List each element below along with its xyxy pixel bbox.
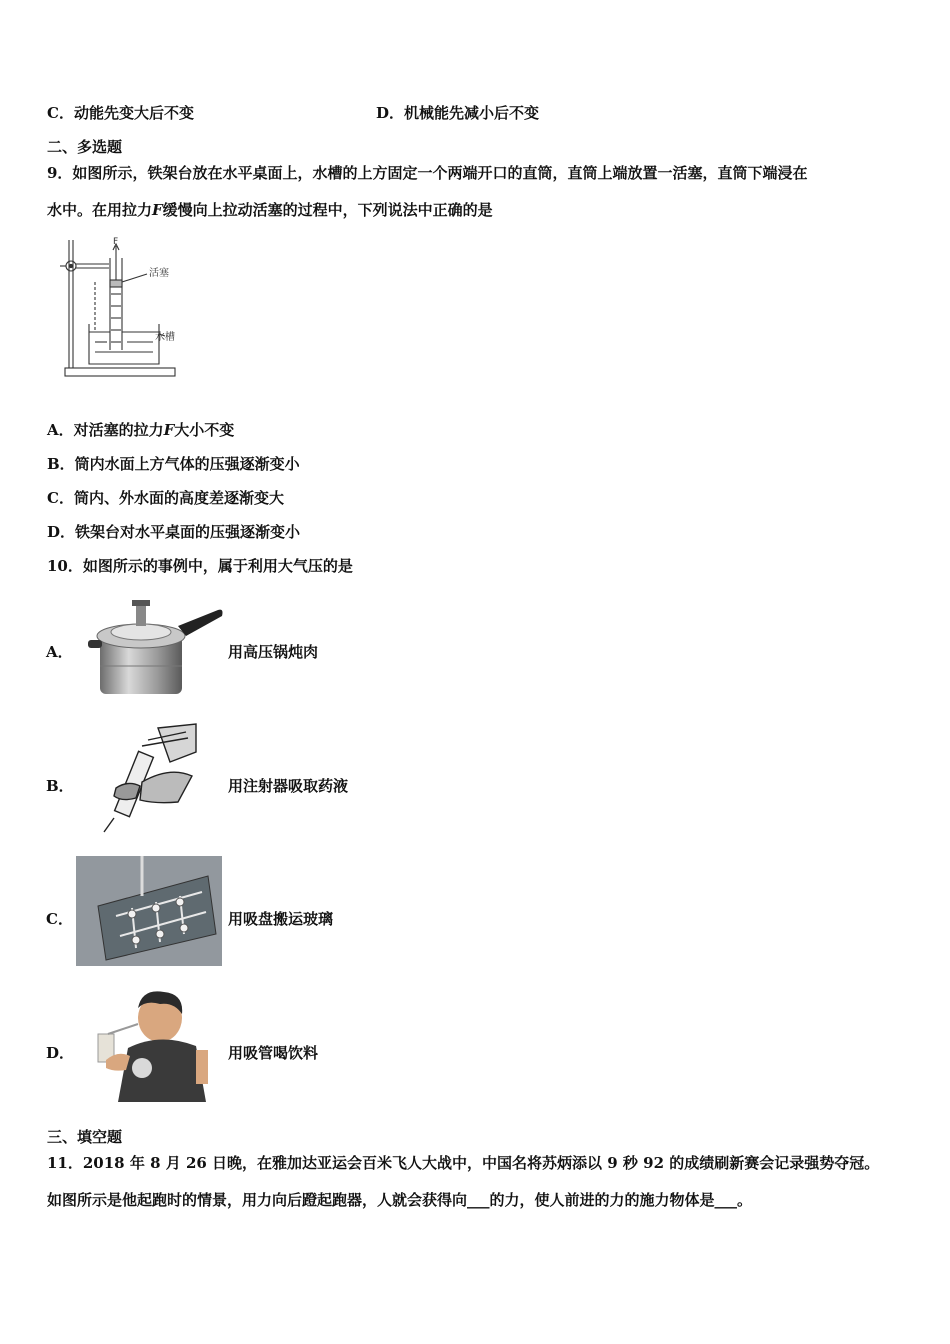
- question-9-text-b: 缓慢向上拉动活塞的过程中，下列说法中正确的是: [162, 201, 493, 219]
- suction-cup-image: [76, 856, 222, 966]
- q10-option-b-caption: 用注射器吸取药液: [228, 777, 349, 795]
- question-10-stem: 10．如图所示的事例中，属于利用大气压的是: [47, 557, 353, 575]
- question-9-text-a: 水中。在用拉力: [47, 201, 153, 219]
- q10-option-c-letter: C．: [46, 910, 73, 928]
- q9-option-a-text-a: A．对活塞的拉力: [47, 421, 164, 439]
- option-d: D．机械能先减小后不变: [376, 104, 540, 122]
- question-9-line2: [47, 199, 493, 220]
- q10-option-a-caption: 用高压锅炖肉: [228, 643, 319, 661]
- syringe-image: [92, 722, 202, 834]
- q9-option-d: D．铁架台对水平桌面的压强逐渐变小: [47, 523, 301, 541]
- q9-option-c: C．筒内、外水面的高度差逐渐变大: [47, 489, 284, 507]
- q9-option-a-force: F: [163, 421, 175, 439]
- pressure-cooker-image: [86, 596, 226, 701]
- force-symbol: F: [152, 201, 163, 219]
- q9-option-b: B．筒内水面上方气体的压强逐渐变小: [47, 455, 300, 473]
- question-11-line2: 如图所示是他起跑时的情景，用力向后蹬起跑器，人就会获得向___的力，使人前进的力的施力物体是___。: [47, 1191, 753, 1209]
- option-c: C．动能先变大后不变: [47, 104, 194, 122]
- piston-label: 活塞: [149, 268, 169, 279]
- force-label: F: [113, 237, 119, 247]
- iron-stand-diagram: [55, 232, 190, 382]
- q9-option-a-text-b: 大小不变: [174, 421, 235, 439]
- q10-option-d-caption: 用吸管喝饮料: [228, 1044, 319, 1062]
- question-11-line1: 11．2018 年 8 月 26 日晚，在雅加达亚运会百米飞人大战中，中国名将苏炳添以 9 秒 92 的成绩刷新赛会记录强势夺冠。: [47, 1154, 880, 1172]
- q10-option-b-letter: B．: [46, 777, 74, 795]
- q10-option-c-caption: 用吸盘搬运玻璃: [228, 910, 334, 928]
- q9-option-a: [47, 419, 234, 440]
- q10-option-d-letter: D．: [46, 1044, 75, 1062]
- question-9-line1: 9．如图所示，铁架台放在水平桌面上，水槽的上方固定一个两端开口的直筒，直筒上端放置一活塞，直筒下端浸在: [47, 164, 808, 182]
- q10-option-a-letter: A．: [46, 643, 73, 661]
- section-title: 二、多选题: [47, 138, 123, 156]
- boy-drinking-image: [76, 990, 222, 1102]
- tank-label: 水槽: [155, 332, 175, 343]
- section-title: 三、填空题: [47, 1128, 123, 1146]
